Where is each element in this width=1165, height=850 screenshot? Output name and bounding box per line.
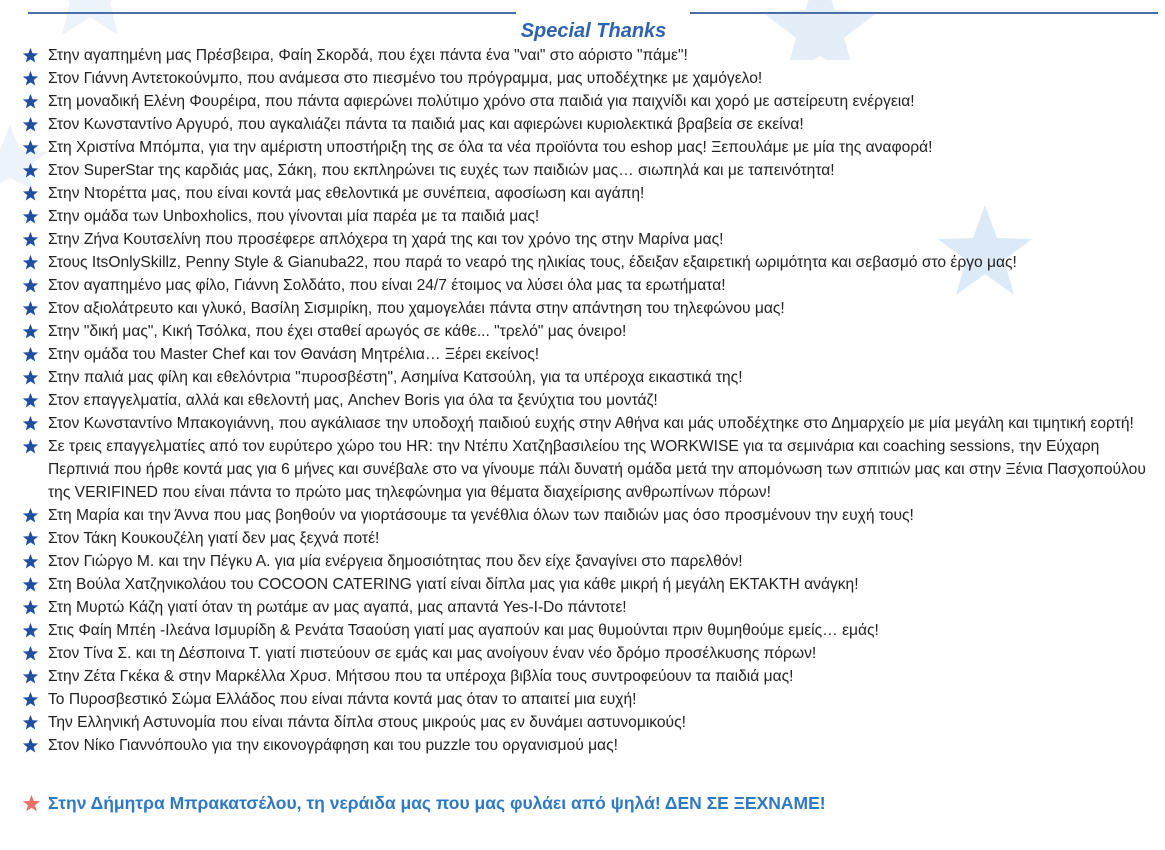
star-bullet-icon <box>22 93 39 110</box>
thanks-item-text: Στην Ζήνα Κουτσελίνη που προσέφερε απλόχερα τη χαρά της και τον χρόνο της στην Μαρίνα μας! <box>48 231 724 248</box>
thanks-item <box>22 136 1162 159</box>
star-bullet-icon <box>22 139 39 156</box>
thanks-item <box>22 596 1162 619</box>
star-bullet-icon <box>22 70 39 87</box>
thanks-item <box>22 297 1162 320</box>
thanks-item-text: Στον Τάκη Κουκουζέλη γιατί δεν μας ξεχνά ποτέ! <box>48 530 380 547</box>
thanks-item-text: Στην ομάδα των Unboxholics, που γίνονται μία παρέα με τα παιδιά μας! <box>48 208 540 225</box>
thanks-item-text: Στον Κωνσταντίνο Μπακογιάννη, που αγκάλιασε την υποδοχή παιδιού ευχής στην Αθήνα και μάς υποδέχτηκε στο Δημαρχείο με μία μεγάλη και τιμητική εορτή! <box>48 415 1134 432</box>
thanks-item-text: Στην "δική μας", Κική Τσόλκα, που έχει σταθεί αρωγός σε κάθε... "τρελό" μας όνειρο! <box>48 323 627 340</box>
star-bullet-icon <box>22 185 39 202</box>
thanks-item <box>22 67 1162 90</box>
thanks-item <box>22 665 1162 688</box>
thanks-item-text: Στον SuperStar της καρδιάς μας, Σάκη, που εκπληρώνει τις ευχές των παιδιών μας… σιωπηλά και με ταπεινότητα! <box>48 162 835 179</box>
thanks-item <box>22 113 1162 136</box>
star-bullet-icon <box>22 553 39 570</box>
thanks-item <box>22 366 1162 389</box>
thanks-item-text: Στην Ντορέττα μας, που είναι κοντά μας εθελοντικά με συνέπεια, αφοσίωση και αγάπη! <box>48 185 645 202</box>
red-star-icon <box>22 794 41 813</box>
thanks-item <box>22 251 1162 274</box>
thanks-item <box>22 320 1162 343</box>
thanks-item-text: Την Ελληνική Αστυνομία που είναι πάντα δίπλα στους μικρούς μας εν δυνάμει αστυνομικούς! <box>48 714 686 731</box>
star-bullet-icon <box>22 737 39 754</box>
thanks-list <box>22 44 1162 757</box>
thanks-item-text: Στη Μαρία και την Άννα που μας βοηθούν να γιορτάσουμε τα γενέθλια όλων των παιδιών μας όσο προσμένουν την ευχή τους! <box>48 507 914 524</box>
thanks-item-text: Στη μοναδική Ελένη Φουρέιρα, που πάντα αφιερώνει πολύτιμο χρόνο στα παιδιά για παιχνίδι και χορό με αστείρευτη ενέργεια! <box>48 93 915 110</box>
thanks-item <box>22 527 1162 550</box>
star-bullet-icon <box>22 208 39 225</box>
star-bullet-icon <box>22 530 39 547</box>
thanks-item-text: Στον Γιώργο Μ. και την Πέγκυ Α. για μία ενέργεια δημοσιότητας που δεν είχε ξαναγίνει στο παρελθόν! <box>48 553 743 570</box>
thanks-item <box>22 159 1162 182</box>
thanks-item-text: Στις Φαίη Μπέη -Ιλεάνα Ισμυρίδη & Ρενάτα Τσαούση γιατί μας αγαπούν και μας θυμούνται πριν θυμηθούμε εμείς… εμάς! <box>48 622 879 639</box>
title-rule-right <box>690 12 1158 14</box>
thanks-item <box>22 274 1162 297</box>
star-bullet-icon <box>22 599 39 616</box>
final-dedication-text: Στην Δήμητρα Μπρακατσέλου, τη νεράιδα μας που μας φυλάει από ψηλά! ΔΕΝ ΣΕ ΞΕΧΝΑΜΕ! <box>48 793 826 813</box>
thanks-item-text: Σε τρεις επαγγελματίες από τον ευρύτερο χώρο του HR: την Ντέπυ Χατζηβασιλείου της WORKWISE για τα σεμινάρια και coaching sessions, την Εύχαρη Περπινιά που ήρθε κοντά μας για 6 μήνες και συνέβαλε στο να γίνουμε πάλι δυνατή ομάδα μετά την απομόνωση των σπιτιών μας και στην Ξένια Πασχοπούλου της VERIFINED που είναι πάντα το πρώτο μας τηλεφώνημα για θέματα διαχείρισης ανθρωπίνων πόρων! <box>48 438 1146 501</box>
thanks-item-text: Στον Νίκο Γιαννόπουλο για την εικονογράφηση και του puzzle του οργανισμού μας! <box>48 737 618 754</box>
star-bullet-icon <box>22 369 39 386</box>
page-title: Special Thanks <box>520 20 667 42</box>
star-bullet-icon <box>22 231 39 248</box>
thanks-item-text: Στην παλιά μας φίλη και εθελόντρια "πυροσβέστη", Ασημίνα Κατσούλη, για τα υπέροχα εικαστικά της! <box>48 369 743 386</box>
thanks-item-text: Στον αξιολάτρευτο και γλυκό, Βασίλη Σισμιρίκη, που χαμογελάει πάντα στην απάντηση του τηλεφώνου μας! <box>48 300 785 317</box>
star-bullet-icon <box>22 622 39 639</box>
thanks-item <box>22 182 1162 205</box>
thanks-item <box>22 435 1162 504</box>
star-bullet-icon <box>22 438 39 455</box>
star-bullet-icon <box>22 645 39 662</box>
star-bullet-icon <box>22 300 39 317</box>
star-bullet-icon <box>22 507 39 524</box>
thanks-item <box>22 734 1162 757</box>
thanks-item-text: Στην αγαπημένη μας Πρέσβειρα, Φαίη Σκορδά, που έχει πάντα ένα "ναι" στο αόριστο "πάμε"! <box>48 47 688 64</box>
thanks-item-text: Στη Βούλα Χατζηνικολάου του COCOON CATERING γιατί είναι δίπλα μας για κάθε μικρή ή μεγάλη ΕΚΤΑΚΤΗ ανάγκη! <box>48 576 859 593</box>
thanks-item-text: Στη Μυρτώ Κάζη γιατί όταν τη ρωτάμε αν μας αγαπά, μας απαντά Yes-I-Do πάντοτε! <box>48 599 627 616</box>
star-bullet-icon <box>22 392 39 409</box>
thanks-item <box>22 228 1162 251</box>
thanks-item-text: Στον Τίνα Σ. και τη Δέσποινα Τ. γιατί πιστεύουν σε εμάς και μας ανοίγουν έναν νέο δρόμο προσέλκυσης πόρων! <box>48 645 817 662</box>
thanks-item <box>22 90 1162 113</box>
thanks-item <box>22 711 1162 734</box>
thanks-item <box>22 44 1162 67</box>
thanks-item-text: Στους ItsOnlySkillz, Penny Style & Gianuba22, που παρά το νεαρό της ηλικίας τους, έδειξαν εξαιρετική ωριμότητα και σεβασμό στο έργο μας! <box>48 254 1017 271</box>
thanks-item <box>22 642 1162 665</box>
thanks-item <box>22 205 1162 228</box>
star-bullet-icon <box>22 415 39 432</box>
thanks-item-text: Στον επαγγελματία, αλλά και εθελοντή μας, Anchev Boris για όλα τα ξενύχτια του μοντάζ! <box>48 392 658 409</box>
star-bullet-icon <box>22 254 39 271</box>
star-bullet-icon <box>22 714 39 731</box>
thanks-item <box>22 389 1162 412</box>
thanks-item <box>22 550 1162 573</box>
star-bullet-icon <box>22 576 39 593</box>
thanks-item-text: Στην ομάδα του Master Chef και τον Θανάση Μητρέλια… Ξέρει εκείνος! <box>48 346 540 363</box>
thanks-item-text: Το Πυροσβεστικό Σώμα Ελλάδος που είναι πάντα κοντά μας όταν το απαιτεί μια ευχή! <box>48 691 637 708</box>
star-bullet-icon <box>22 277 39 294</box>
thanks-item <box>22 504 1162 527</box>
thanks-item-text: Στη Χριστίνα Μπόμπα, για την αμέριστη υποστήριξη της σε όλα τα νέα προϊόντα του eshop μας! Ξεπουλάμε με μία της αναφορά! <box>48 139 933 156</box>
star-bullet-icon <box>22 691 39 708</box>
thanks-item <box>22 573 1162 596</box>
thanks-item <box>22 412 1162 435</box>
thanks-item <box>22 619 1162 642</box>
final-dedication <box>22 790 1162 816</box>
star-bullet-icon <box>22 162 39 179</box>
star-bullet-icon <box>22 323 39 340</box>
thanks-item-text: Στον αγαπημένο μας φίλο, Γιάννη Σολδάτο, που είναι 24/7 έτοιμος να λύσει όλα μας τα ερωτήματα! <box>48 277 726 294</box>
thanks-item <box>22 688 1162 711</box>
thanks-item-text: Στην Ζέτα Γκέκα & στην Μαρκέλλα Χρυσ. Μήτσου που τα υπέροχα βιβλία τους συντροφεύουν τα παιδιά μας! <box>48 668 794 685</box>
title-rule-left <box>28 12 516 14</box>
thanks-item-text: Στον Κωνσταντίνο Αργυρό, που αγκαλιάζει πάντα τα παιδιά μας και αφιερώνει κυριολεκτικά βραβεία σε εκείνα! <box>48 116 804 133</box>
star-bullet-icon <box>22 116 39 133</box>
star-bullet-icon <box>22 668 39 685</box>
thanks-item <box>22 343 1162 366</box>
star-bullet-icon <box>22 47 39 64</box>
star-bullet-icon <box>22 346 39 363</box>
thanks-item-text: Στον Γιάννη Αντετοκούνμπο, που ανάμεσα στο πιεσμένο του πρόγραμμα, μας υποδέχτηκε με χαμόγελο! <box>48 70 763 87</box>
